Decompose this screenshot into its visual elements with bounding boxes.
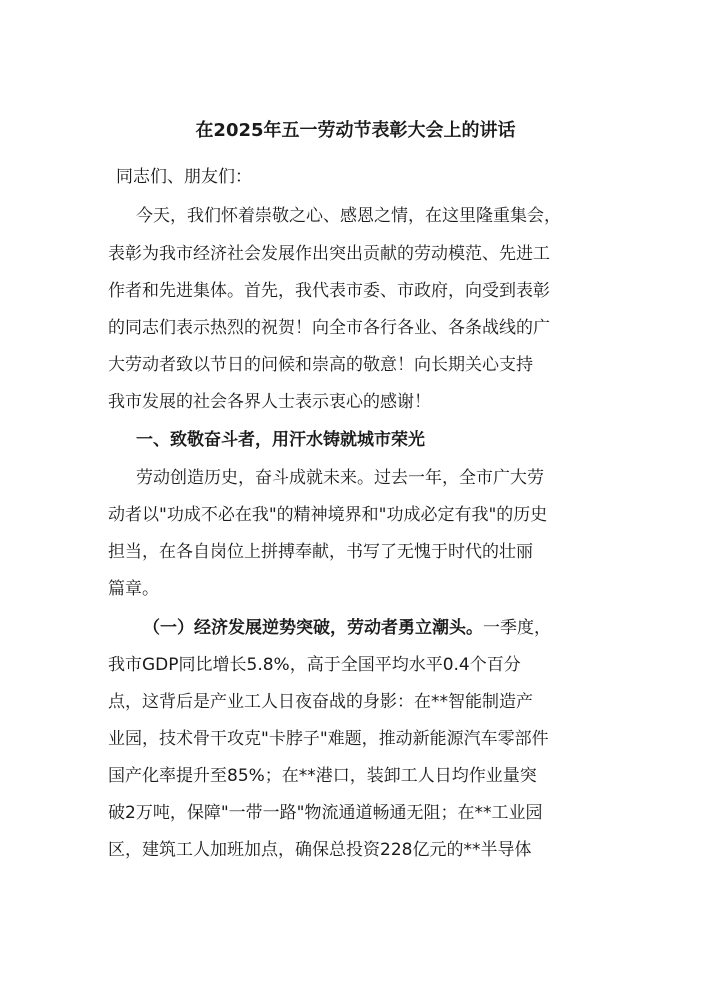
paragraph-line: 的同志们表示热烈的祝贺！向全市各行各业、各条战线的广 (108, 318, 550, 338)
paragraph-line: 区，建筑工人加班加点，确保总投资228亿元的**半导体 (108, 840, 532, 860)
paragraph-line: 劳动创造历史，奋斗成就未来。过去一年，全市广大劳 (136, 468, 544, 488)
paragraph-line: 我市GDP同比增长5.8%，高于全国平均水平0.4个百分 (108, 655, 521, 675)
paragraph-line: 点，这背后是产业工人日夜奋战的身影：在**智能制造产 (108, 692, 533, 712)
document-title: 在2025年五一劳动节表彰大会上的讲话 (195, 120, 516, 141)
paragraph-line (143, 617, 643, 639)
greeting: 同志们、朋友们： (116, 167, 252, 187)
subsection-heading: （一）经济发展逆势突破，劳动者勇立潮头。 (143, 618, 483, 638)
paragraph-line: 今天，我们怀着崇敬之心、感恩之情，在这里隆重集会， (136, 206, 561, 226)
paragraph-line: 国产化率提升至85%；在**港口，装卸工人日均作业量突 (108, 766, 537, 786)
paragraph-line: 业园，技术骨干攻克"卡脖子"难题，推动新能源汽车零部件 (108, 729, 549, 749)
paragraph-line: 破2万吨，保障"一带一路"物流通道畅通无阻；在**工业园 (108, 803, 543, 823)
paragraph-line: 动者以"功成不必在我"的精神境界和"功成必定有我"的历史 (108, 505, 548, 525)
section-heading: 一、致敬奋斗者，用汗水铸就城市荣光 (136, 430, 425, 450)
paragraph-line: 表彰为我市经济社会发展作出突出贡献的劳动模范、先进工 (108, 244, 550, 264)
paragraph-line: 我市发展的社会各界人士表示衷心的感谢！ (108, 392, 431, 412)
paragraph-line: 篇章。 (108, 579, 159, 599)
paragraph-line: 担当，在各自岗位上拼搏奉献，书写了无愧于时代的壮丽 (108, 542, 533, 562)
paragraph-line: 作者和先进集体。首先，我代表市委、市政府，向受到表彰 (108, 281, 550, 301)
paragraph-line: 大劳动者致以节日的问候和崇高的敬意！向长期关心支持 (108, 355, 533, 375)
paragraph-text: 一季度， (483, 618, 551, 638)
